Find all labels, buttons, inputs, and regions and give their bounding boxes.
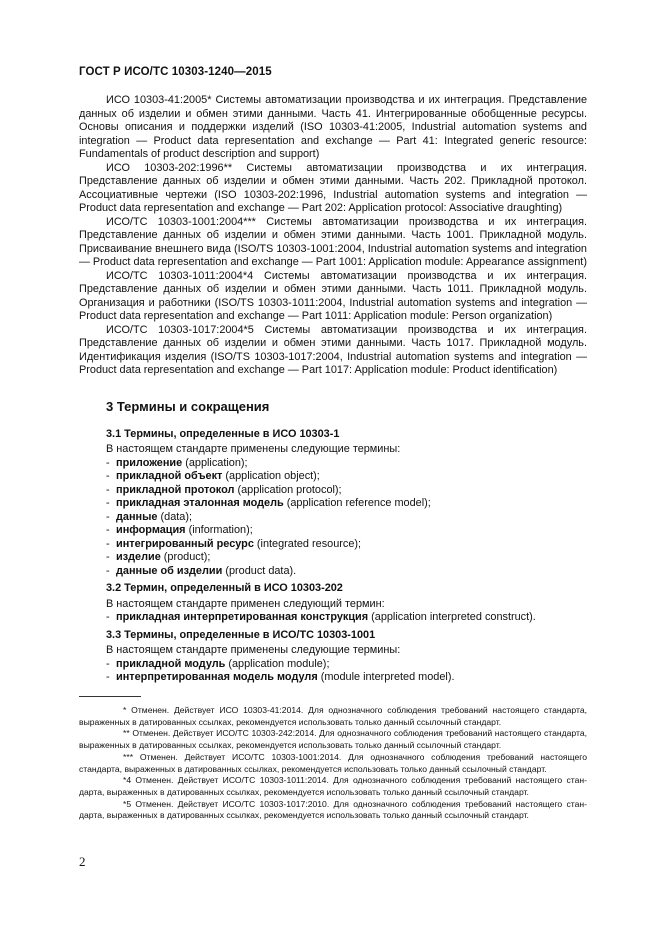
footnotes <box>79 705 587 822</box>
subsection-intro-3-2: В настоящем стандарте применен следующий термин: <box>106 597 385 610</box>
footnote: * Отменен. Действует ИСО 10303-41:2014. Для однозначного соблюдения требований настоящего стандарта, выраженных в датированных ссылках, рекомендуется использовать только данный ссылочный стандарт. <box>79 705 587 727</box>
term-list-3-3 <box>79 658 587 685</box>
subsection-heading-3-3: 3.3 Термины, определенные в ИСО/ТС 10303-1001 <box>106 628 376 641</box>
term-item: - изделие (product); <box>106 551 211 563</box>
document-header: ГОСТ Р ИСО/ТС 10303-1240—2015 <box>79 66 272 78</box>
term-item: - информация (information); <box>106 524 253 536</box>
term-list-3-1 <box>79 457 587 579</box>
footnote-separator <box>79 696 141 697</box>
term-list-3-2 <box>79 611 587 625</box>
footnote: ** Отменен. Действует ИСО/ТС 10303-242:2014. Для однозначного соблюдения требований настоящего стандарта, выраженных в датированных ссылках, рекомендуется использовать только данный ссылочный стандарт. <box>79 728 587 751</box>
footnote: *5 Отменен. Действует ИСО/ТС 10303-1017:2010. Для однозначного соблюдения требований настоящего стандарта, выраженных в датированных ссылках, рекомендуется использовать только данный ссылочный стандарт. <box>79 798 587 821</box>
subsection-intro-3-3: В настоящем стандарте применены следующие термины: <box>106 644 401 656</box>
term-item: - интерпретированная модель модуля (module interpreted model). <box>106 671 455 683</box>
term-item: - прикладной объект (application object); <box>106 470 320 482</box>
section-heading: 3 Термины и сокращения <box>106 398 270 414</box>
subsection-intro-3-1: В настоящем стандарте применены следующие термины: <box>106 443 401 455</box>
term-item: - прикладной протокол (application protocol); <box>106 483 342 496</box>
term-item: - интегрированный ресурс (integrated resource); <box>106 537 362 550</box>
term-item: - прикладная эталонная модель (application reference model); <box>106 497 431 509</box>
reference-iso-10303-41: ИСО 10303-41:2005* Системы автоматизации производства и их интеграция. Представление данных об изделии и обмен этими данными. Часть 41. Интегрированные обобщенные ресурсы. Основы описания и поддержки изделий (ISO 10303-41:2005, Industrial automation systems and integration — Product data representation and exchange — Part 41: Integrated generic resource: Fundamentals of product description and support) <box>79 94 587 160</box>
reference-iso-ts-10303-1017: ИСО/ТС 10303-1017:2004*5 Системы автоматизации производства и их интеграция. Представление данных об изделии и обмен этими данными. Часть 1017. Прикладной модуль. Идентификация изделия (ISO/TS 10303-1017:2004, Industrial automation systems and integration — Product data representation and exchange — Part 1017: Application module: Product identification) <box>79 323 587 376</box>
footnote: *** Отменен. Действует ИСО/ТС 10303-1001:2014. Для однозначного соблюдения требований настоящего стандарта, выраженных в датированных ссылках, рекомендуется использовать только данный ссылочный стандарт. <box>79 751 587 774</box>
reference-iso-ts-10303-1011: ИСО/ТС 10303-1011:2004*4 Системы автоматизации производства и их интеграция. Представление данных об изделии и обмен этими данными. Часть 1011. Прикладной модуль. Организация и работники (ISO/TS 10303-1011:2004, Industrial automation systems and integration — Product data representation and exchange — Part 1011: Application module: Person organization) <box>79 269 587 322</box>
term-item: - данные об изделии (product data). <box>106 564 297 577</box>
page-number: 2 <box>79 854 86 869</box>
subsection-heading-3-1: 3.1 Термины, определенные в ИСО 10303-1 <box>106 427 340 440</box>
reference-iso-10303-202: ИСО 10303-202:1996** Системы автоматизации производства и их интеграция. Представление данных об изделии и обмен этими данными. Часть 202. Прикладной протокол. Ассоциативные чертежи (ISO 10303-202:1996, Industrial automation systems and integration — Product data representation and exchange — Part 202: Application protocol: Associative draughting) <box>79 161 587 214</box>
footnote: *4 Отменен. Действует ИСО/ТС 10303-1011:2014. Для однозначного соблюдения требований настоящего стандарта, выраженных в датированных ссылках, рекомендуется использовать только данный ссылочный стандарт. <box>79 775 587 797</box>
term-item: - прикладной модуль (application module); <box>106 657 330 670</box>
term-item: - приложение (application); <box>106 456 248 469</box>
document-body <box>79 94 587 685</box>
reference-iso-ts-10303-1001: ИСО/ТС 10303-1001:2004*** Системы автоматизации производства и их интеграция. Представление данных об изделии и обмен этими данными. Часть 1001. Прикладной модуль. Присваивание внешнего вида (ISO/TS 10303-1001:2004, Industrial automation systems and integration — Product data representation and exchange — Part 1001: Application module: Appearance assignment) <box>79 215 587 268</box>
term-item: - данные (data); <box>106 510 192 523</box>
subsection-heading-3-2: 3.2 Термин, определенный в ИСО 10303-202 <box>106 582 343 594</box>
term-item: - прикладная интерпретированная конструкция (application interpreted construct). <box>106 611 536 623</box>
